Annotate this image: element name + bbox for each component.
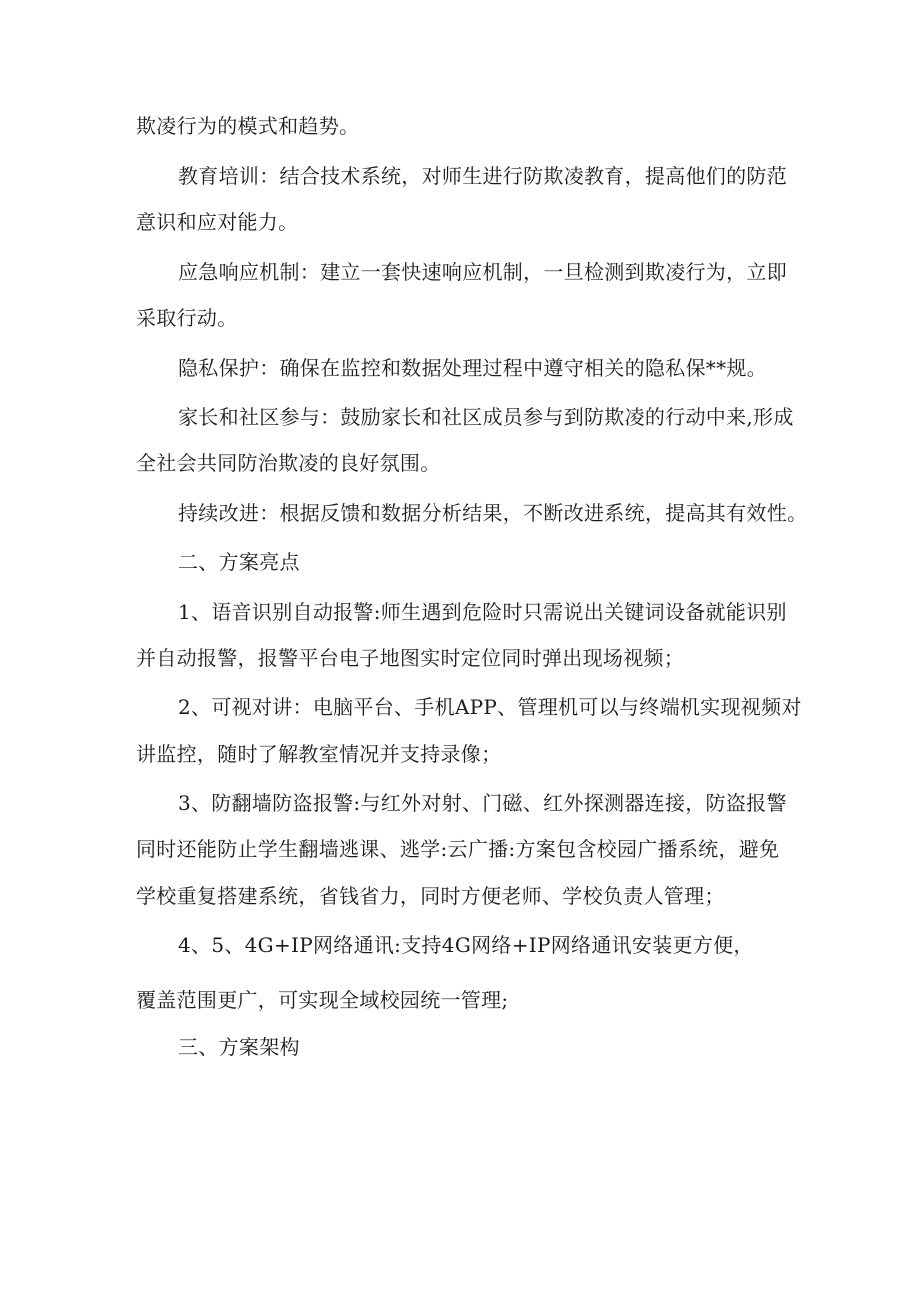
text-line: 覆盖范围更广，可实现全域校园统一管理; (136, 988, 509, 1012)
text-line: 学校重复搭建系统，省钱省力，同时方便老师、学校负责人管理； (136, 884, 725, 908)
section-heading: 二、方案亮点 (178, 550, 300, 574)
text-line: 讲监控，随时了解教室情况并支持录像； (136, 742, 502, 766)
text-line: 欺凌行为的模式和趋势。 (136, 114, 360, 138)
text-line: 1、语音识别自动报警:师生遇到危险时只需说出关键词设备就能识别 (178, 600, 787, 624)
section-heading: 三、方案架构 (178, 1035, 300, 1059)
text-line: 应急响应机制：建立一套快速响应机制，一旦检测到欺凌行为，立即 (178, 260, 787, 284)
text-line: 采取行动。 (136, 306, 238, 330)
text-line: 并自动报警，报警平台电子地图实时定位同时弹出现场视频； (136, 646, 685, 670)
text-line: 教育培训：结合技术系统，对师生进行防欺凌教育，提高他们的防范 (178, 164, 787, 188)
text-line: 家长和社区参与：鼓励家长和社区成员参与到防欺凌的行动中来,形成 (178, 405, 794, 429)
text-line: 隐私保护：确保在监控和数据处理过程中遵守相关的隐私保**规。 (178, 356, 767, 380)
text-line: 4、5、4G+IP网络通讯:支持4G网络+IP网络通讯安装更方便， (178, 933, 754, 957)
text-line: 2、可视对讲：电脑平台、手机APP、管理机可以与终端机实现视频对 (178, 695, 802, 719)
text-line: 3、防翻墙防盗报警:与红外对射、门磁、红外探测器连接，防盗报警 (178, 791, 787, 815)
text-line: 持续改进：根据反馈和数据分析结果，不断改进系统，提高其有效性。 (178, 501, 808, 525)
text-line: 同时还能防止学生翻墙逃课、逃学:云广播:方案包含校园广播系统，避免 (136, 837, 780, 861)
text-line: 意识和应对能力。 (136, 210, 299, 234)
text-line: 全社会共同防治欺凌的良好氛围。 (136, 451, 441, 475)
